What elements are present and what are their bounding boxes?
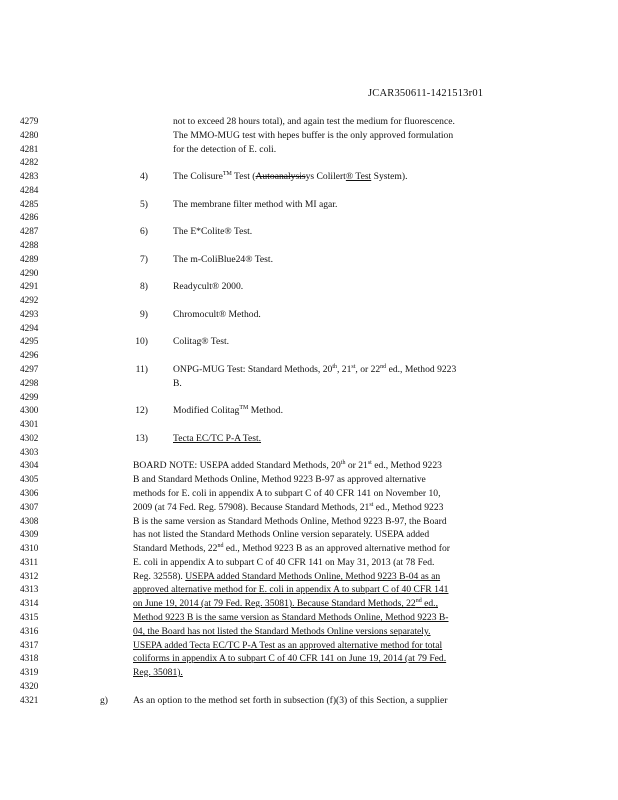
board-note-line: BOARD NOTE: USEPA added Standard Methods, 20th or 21st ed., Method 9223 <box>133 459 442 471</box>
board-note-line: has not listed the Standard Methods Online version separately. USEPA added <box>133 529 430 540</box>
line-number: 4308 <box>20 516 39 526</box>
line-number: 4298 <box>20 378 39 388</box>
board-note-line: coliforms in appendix A to subpart C of 40 CFR 141 on June 19, 2014 (at 79 Fed. <box>133 653 447 664</box>
line-number: 4292 <box>20 295 39 305</box>
board-note-line: methods for E. coli in appendix A to subpart C of 40 CFR 141 on November 10, <box>133 488 441 499</box>
line-number: 4320 <box>20 681 39 691</box>
method-number: 6) <box>140 226 148 237</box>
method-number: 4) <box>140 171 148 182</box>
method-chromocult: Chromocult® Method. <box>173 309 261 320</box>
line-number: 4313 <box>20 584 39 594</box>
board-note-line: 2009 (at 74 Fed. Reg. 57908). Because Standard Methods, 21st ed., Method 9223 <box>133 501 444 513</box>
line-number: 4316 <box>20 626 39 636</box>
line-number: 4282 <box>20 157 39 167</box>
line-number: 4302 <box>20 433 39 443</box>
method-onpg-mug-line1: ONPG-MUG Test: Standard Methods, 20th, 21st, or 22nd ed., Method 9223 <box>173 363 457 375</box>
line-number: 4288 <box>20 240 39 250</box>
line-number: 4293 <box>20 309 39 319</box>
line-number: 4295 <box>20 336 39 346</box>
method-number: 7) <box>140 254 148 265</box>
line-number: 4310 <box>20 543 39 553</box>
method-membrane-filter: The membrane filter method with MI agar. <box>173 199 338 210</box>
board-note-line: 04, the Board has not listed the Standard Methods Online versions separately. <box>133 626 431 637</box>
line-number: 4296 <box>20 350 39 360</box>
line-number: 4307 <box>20 502 39 512</box>
continuation-line: not to exceed 28 hours total), and again test the medium for fluorescence. <box>173 116 455 127</box>
line-number: 4290 <box>20 268 39 278</box>
line-number: 4283 <box>20 171 39 181</box>
board-note-line: Reg. 35081). <box>133 667 183 678</box>
line-number: 4287 <box>20 226 39 236</box>
method-number: 8) <box>140 281 148 292</box>
method-colitag: Colitag® Test. <box>173 336 230 347</box>
line-number: 4304 <box>20 460 39 470</box>
line-number: 4294 <box>20 323 39 333</box>
board-note-line: E. coli in appendix A to subpart C of 40 CFR 141 on May 31, 2013 (at 78 Fed. <box>133 557 435 568</box>
line-number: 4303 <box>20 447 39 457</box>
line-number: 4317 <box>20 640 39 650</box>
board-note-line: USEPA added Tecta EC/TC P-A Test as an approved alternative method for total <box>133 640 443 651</box>
document-header: JCAR350611-1421513r01 <box>368 88 484 99</box>
board-note-line: B is the same version as Standard Methods Online, Method 9223 B-97, the Board <box>133 516 447 527</box>
board-note-line: approved alternative method for E. coli in appendix A to subpart C of 40 CFR 141 <box>133 584 449 595</box>
line-number: 4281 <box>20 144 39 154</box>
line-number: 4289 <box>20 254 39 264</box>
line-number: 4321 <box>20 695 39 705</box>
line-number: 4301 <box>20 419 39 429</box>
line-number: 4312 <box>20 571 39 581</box>
line-number: 4286 <box>20 212 39 222</box>
line-number: 4297 <box>20 364 39 374</box>
line-number: 4291 <box>20 281 39 291</box>
line-number: 4280 <box>20 130 39 140</box>
board-note-line: Method 9223 B is the same version as Standard Methods Online, Method 9223 B- <box>133 612 449 623</box>
line-number: 4319 <box>20 667 39 677</box>
method-modified-colitag: Modified Colitag™ Method. <box>173 404 284 416</box>
line-number: 4309 <box>20 529 39 539</box>
line-number: 4285 <box>20 199 39 209</box>
continuation-line: for the detection of E. coli. <box>173 144 277 155</box>
line-number: 4299 <box>20 392 39 402</box>
method-number: 12) <box>135 405 148 416</box>
line-number: 4305 <box>20 474 39 484</box>
method-ecolite: The E*Colite® Test. <box>173 226 253 237</box>
board-note-line: Reg. 32558). USEPA added Standard Methods Online, Method 9223 B-04 as an <box>133 571 441 582</box>
method-number: 11) <box>135 364 148 375</box>
continuation-line: The MMO-MUG test with hepes buffer is the only approved formulation <box>173 130 454 141</box>
board-note-line: B and Standard Methods Online, Method 9223 B-97 as approved alternative <box>133 474 426 485</box>
method-tecta: Tecta EC/TC P-A Test. <box>173 433 262 444</box>
method-readycult: Readycult® 2000. <box>173 281 244 292</box>
line-number: 4311 <box>20 557 39 567</box>
line-number: 4306 <box>20 488 39 498</box>
line-number: 4314 <box>20 598 39 608</box>
method-number: 13) <box>135 433 148 444</box>
line-number: 4318 <box>20 653 39 663</box>
method-onpg-mug-line2: B. <box>173 378 182 389</box>
method-colisure: The Colisure™ Test (Autoanalysisys Colilert® Test System). <box>173 170 408 182</box>
line-number: 4315 <box>20 612 39 622</box>
line-number: 4284 <box>20 185 39 195</box>
method-number: 5) <box>140 199 148 210</box>
method-m-coliblue24: The m-ColiBlue24® Test. <box>173 254 273 265</box>
line-number: 4300 <box>20 405 39 415</box>
board-note-line: on June 19, 2014 (at 79 Fed. Reg. 35081). Because Standard Methods, 22nd ed., <box>133 597 438 609</box>
method-number: 10) <box>135 336 148 347</box>
board-note-line: Standard Methods, 22nd ed., Method 9223 B as an approved alternative method for <box>133 542 450 554</box>
line-number: 4279 <box>20 116 39 126</box>
subsection-text: As an option to the method set forth in subsection (f)(3) of this Section, a supplier <box>133 695 448 706</box>
method-number: 9) <box>140 309 148 320</box>
subsection-label: g) <box>100 695 108 706</box>
